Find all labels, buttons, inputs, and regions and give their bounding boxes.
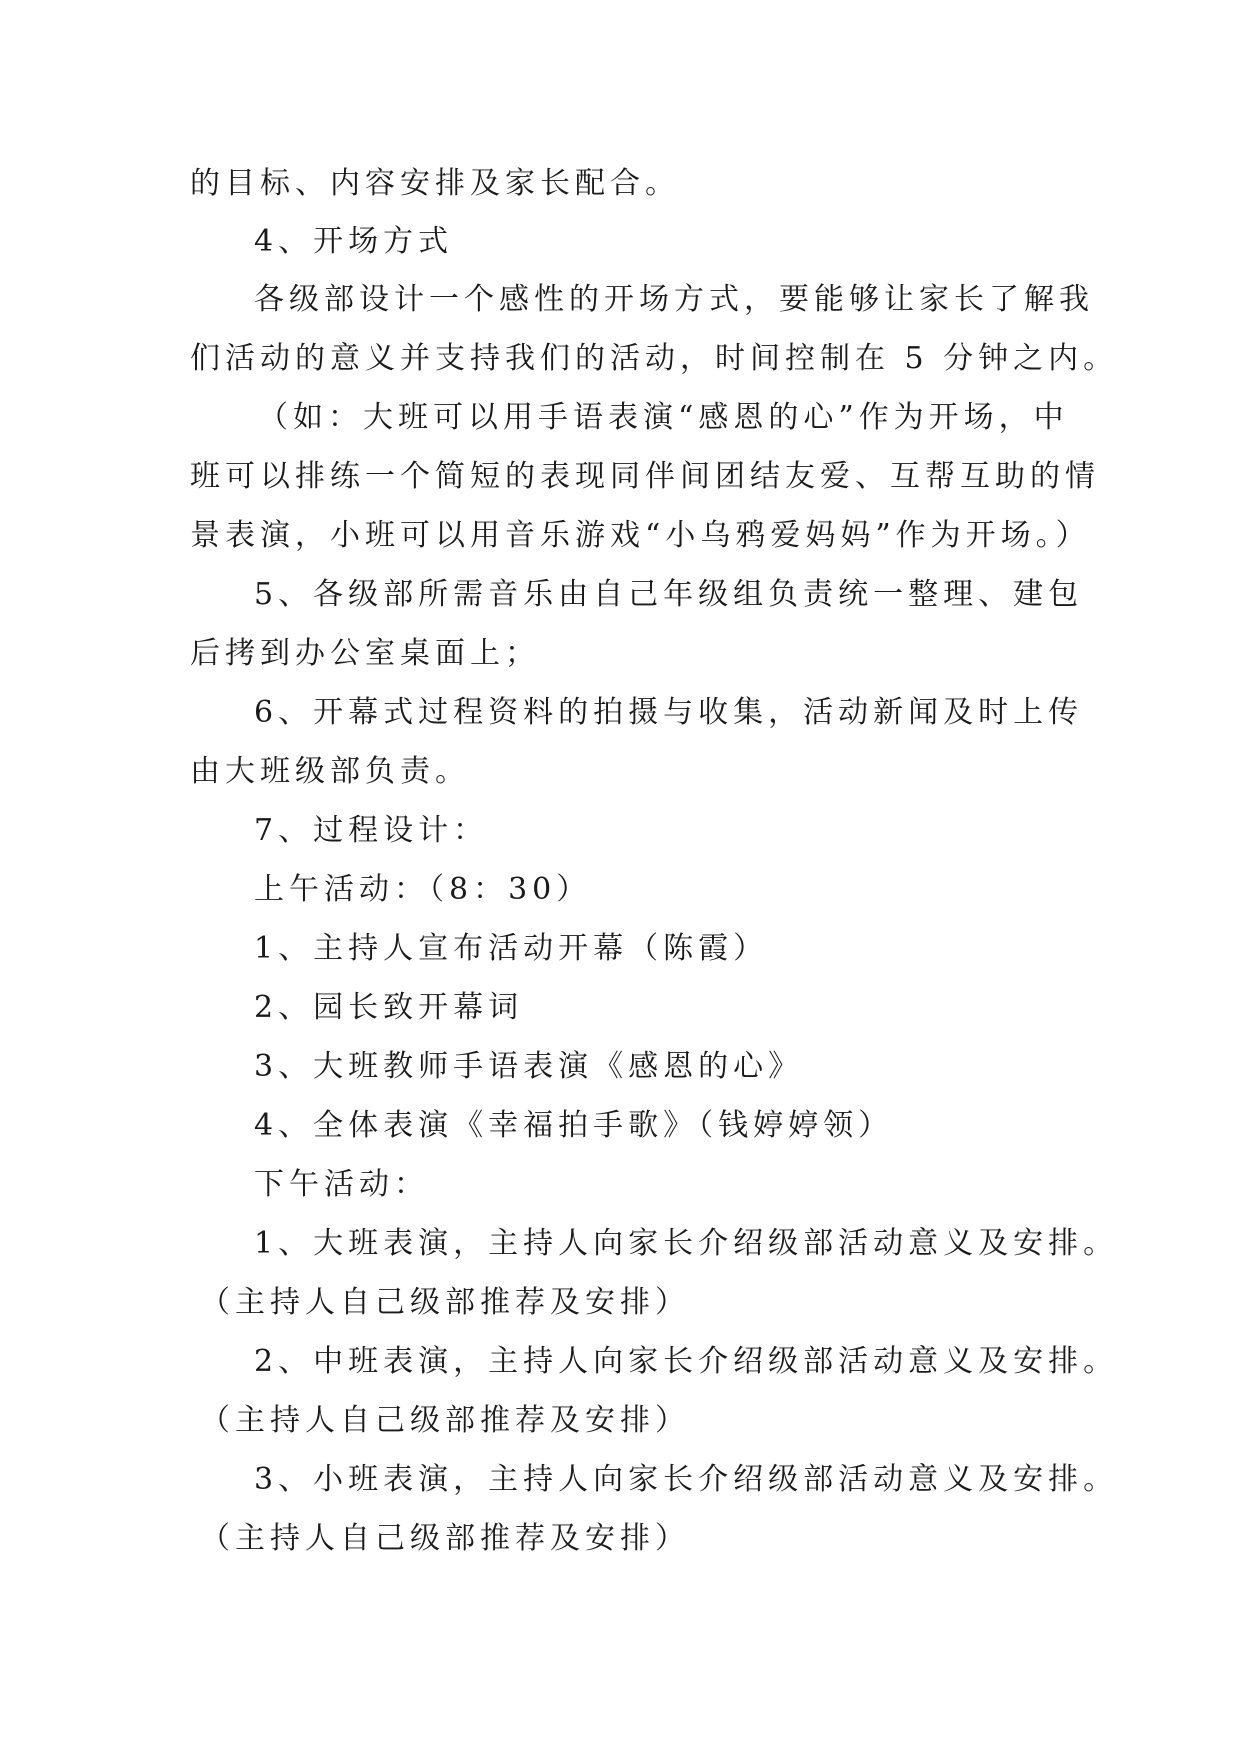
subsection-heading: 上午活动：（8：30） xyxy=(254,872,592,907)
list-item: 1、主持人宣布活动开幕（陈霞） xyxy=(254,931,769,966)
text-line: 5、各级部所需音乐由自己年级组负责统一整理、建包 xyxy=(254,577,1084,612)
section-heading: 7、过程设计： xyxy=(254,813,489,848)
text-line: 景表演，小班可以用音乐游戏“小乌鸦爱妈妈”作为开场。） xyxy=(190,518,1091,553)
list-item: 2、园长致开幕词 xyxy=(254,990,524,1025)
text-line: 由大班级部负责。 xyxy=(190,754,470,789)
text-line: 班可以排练一个简短的表现同伴间团结友爱、互帮互助的情 xyxy=(190,459,1100,494)
text-line: 后拷到办公室桌面上； xyxy=(190,636,540,671)
text-line: 们活动的意义并支持我们的活动，时间控制在 5 分钟之内。 xyxy=(190,341,1119,376)
list-item: 1、大班表演，主持人向家长介绍级部活动意义及安排。 xyxy=(254,1226,1119,1261)
text-line: 各级部设计一个感性的开场方式，要能够让家长了解我 xyxy=(254,282,1094,317)
section-heading: 4、开场方式 xyxy=(254,224,454,259)
list-item-note: （主持人自己级部推荐及安排） xyxy=(200,1521,690,1556)
list-item: 3、大班教师手语表演《感恩的心》 xyxy=(254,1049,804,1084)
list-item: 2、中班表演，主持人向家长介绍级部活动意义及安排。 xyxy=(254,1344,1119,1379)
text-line: 的目标、内容安排及家长配合。 xyxy=(190,166,680,201)
list-item: 3、小班表演，主持人向家长介绍级部活动意义及安排。 xyxy=(254,1462,1119,1497)
list-item-note: （主持人自己级部推荐及安排） xyxy=(200,1403,690,1438)
list-item: 4、全体表演《幸福拍手歌》（钱婷婷领） xyxy=(254,1108,894,1143)
list-item-note: （主持人自己级部推荐及安排） xyxy=(200,1285,690,1320)
subsection-heading: 下午活动： xyxy=(254,1167,429,1202)
text-line: 6、开幕式过程资料的拍摄与收集，活动新闻及时上传 xyxy=(254,695,1084,730)
text-line: （如：大班可以用手语表演“感恩的心”作为开场，中 xyxy=(258,400,1069,435)
